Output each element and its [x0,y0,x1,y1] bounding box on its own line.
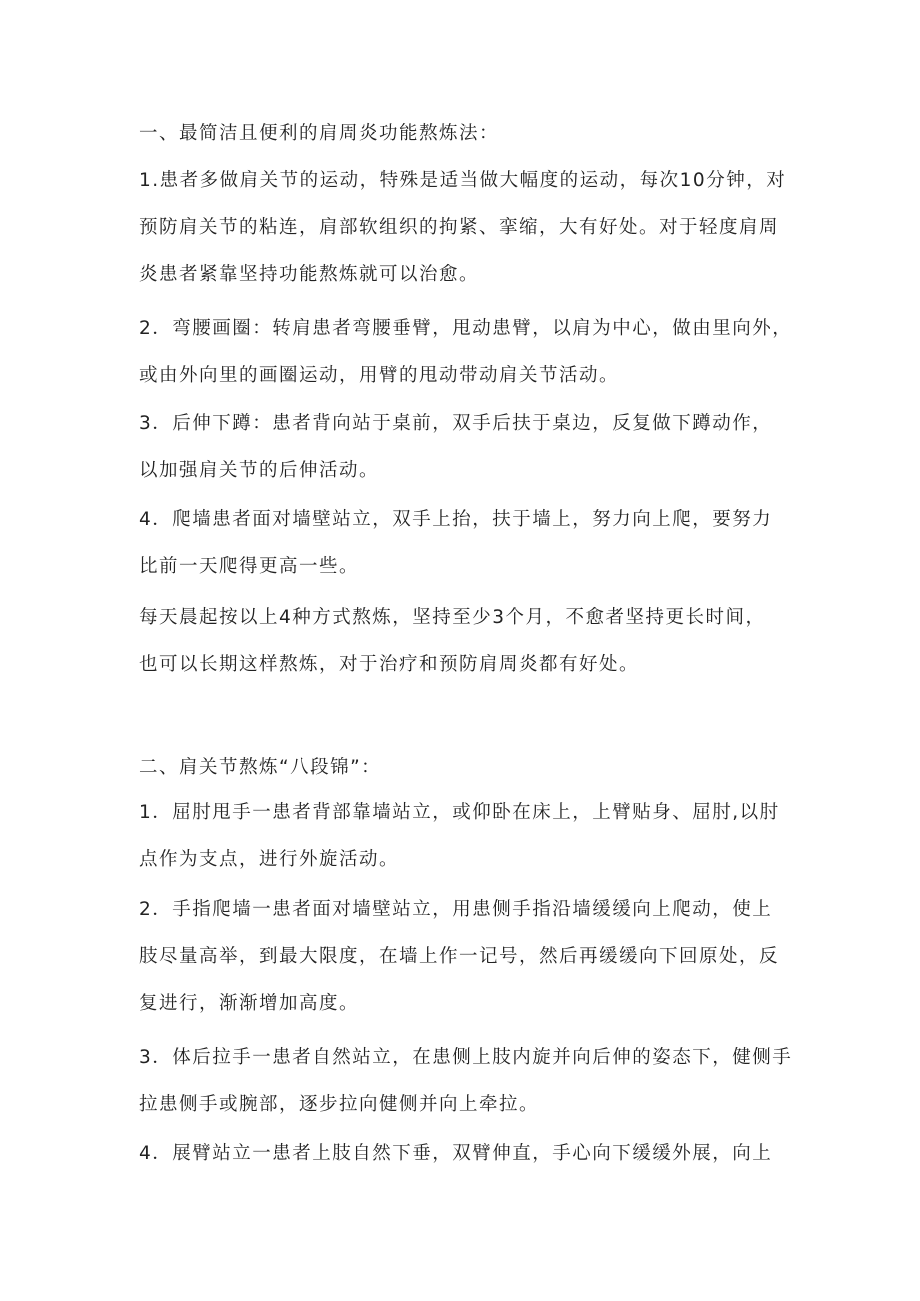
section2-paragraph-4: 4．展臂站立一患者上肢自然下垂，双臂伸直，手心向下缓缓外展，向上 [139,1143,773,1164]
section1-paragraph-4: 4．爬墙患者面对墙壁站立，双手上抬，扶于墙上，努力向上爬，要努力 比前一天爬得更高一些。 [139,509,773,577]
section2-heading: 二、肩关节熬炼“八段锦”： [139,757,382,778]
section2-paragraph-3: 3．体后拉手一患者自然站立，在患侧上肢内旋并向后伸的姿态下，健侧手 拉患侧手或腕部，逐步拉向健侧并向上牵拉。 [139,1047,793,1115]
section2-paragraph-2: 2．手指爬墙一患者面对墙壁站立，用患侧手指沿墙缓缓向上爬动，使上 肢尽量高举，到最大限度，在墙上作一记号，然后再缓缓向下回原处，反 复进行，渐渐增加高度。 [139,899,780,1014]
section1-heading: 一、最简洁且便利的肩周炎功能熬炼法： [139,123,500,144]
section1-paragraph-5: 每天晨起按以上4种方式熬炼，坚持至少3个月，不愈者坚持更长时间， 也可以长期这样熬炼，对于治疗和预防肩周炎都有好处。 [139,607,766,675]
section1-paragraph-1: 1.患者多做肩关节的运动，特殊是适当做大幅度的运动，每次10分钟，对 预防肩关节的粘连，肩部软组织的拘紧、挛缩，大有好处。对于轻度肩周 炎患者紧靠坚持功能熬炼就可以治愈。 [139,170,787,285]
section2-paragraph-1: 1．屈肘甩手一患者背部靠墙站立，或仰卧在床上，上臂贴身、屈肘,以肘 点作为支点，进行外旋活动。 [139,802,780,870]
section1-paragraph-2: 2．弯腰画圈：转肩患者弯腰垂臂，甩动患臂，以肩为中心，做由里向外， 或由外向里的画圈运动，用臂的甩动带动肩关节活动。 [139,318,793,386]
section1-paragraph-3: 3．后伸下蹲：患者背向站于桌前，双手后扶于桌边，反复做下蹲动作， 以加强肩关节的后伸活动。 [139,413,773,481]
